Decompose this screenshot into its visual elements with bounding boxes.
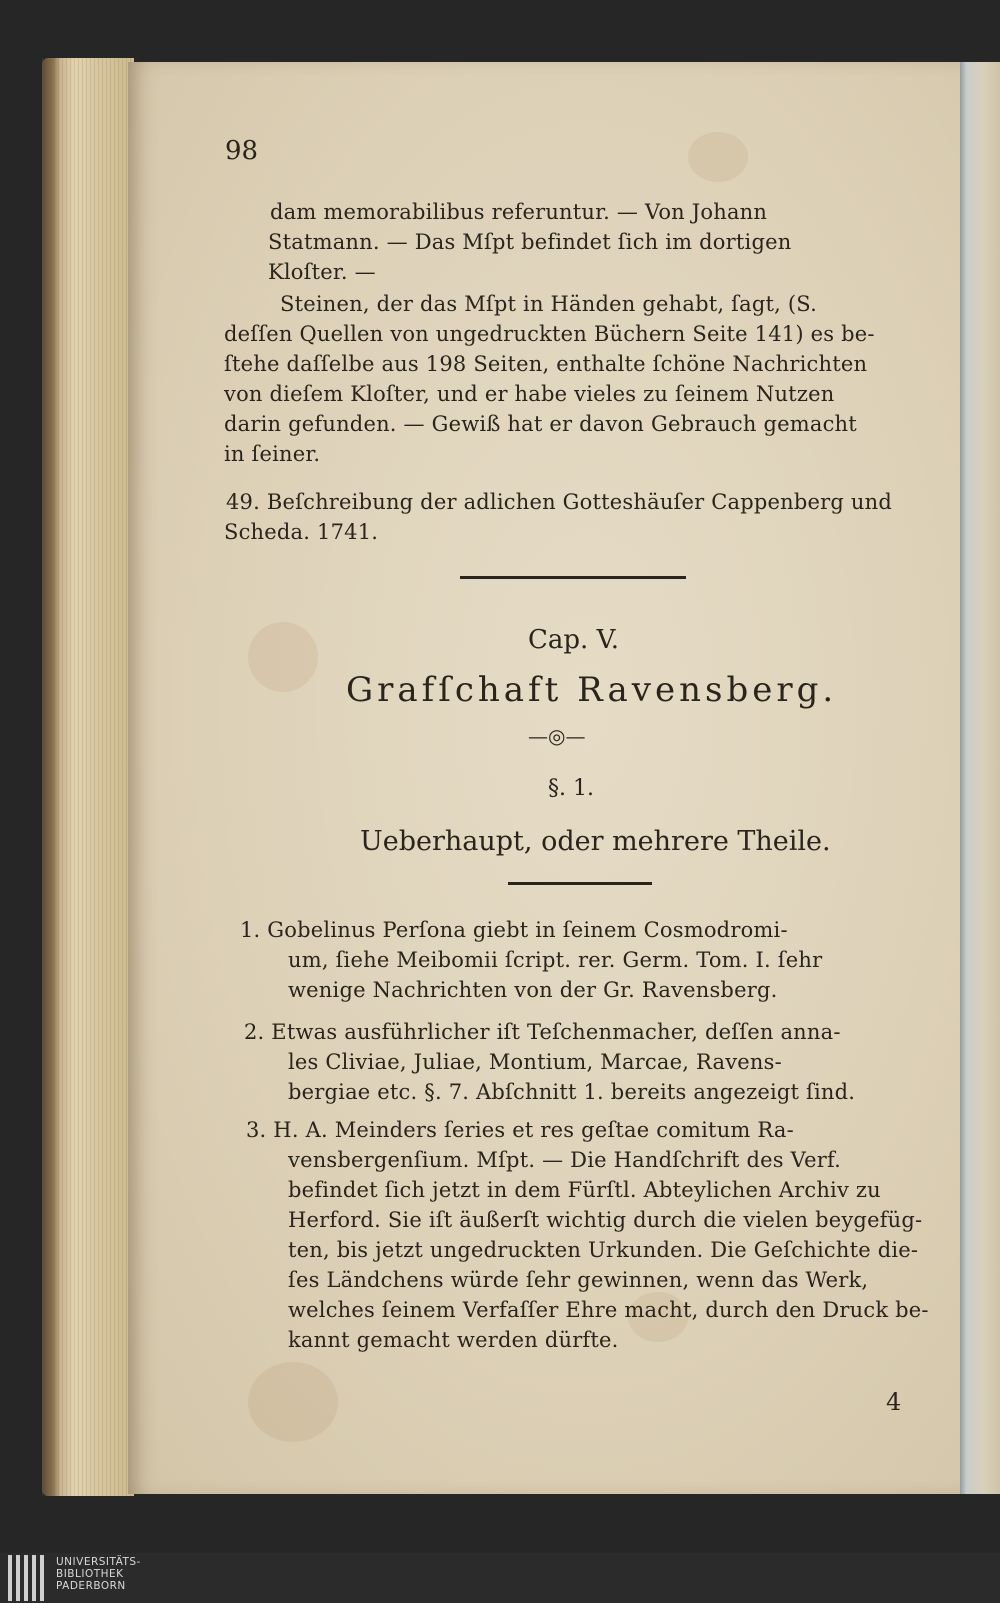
paper-stain <box>248 622 318 692</box>
text-line: in ſeiner. <box>224 442 321 466</box>
text-line: Statmann. — Das Mſpt befindet ſich im dortigen <box>268 230 792 254</box>
section-mark: §. 1. <box>548 776 594 801</box>
list-item-line: les Cliviae, Juliae, Montium, Marcae, Ravens- <box>288 1050 782 1074</box>
text-line: deſſen Quellen von ungedruckten Büchern Seite 141) es be- <box>224 322 875 346</box>
chapter-title: Grafſchaft Ravensberg. <box>346 670 838 710</box>
text-line: dam memorabilibus referuntur. — Von Johann <box>270 200 768 224</box>
chapter-label: Cap. V. <box>528 625 620 655</box>
ornament-divider: —◎— <box>528 724 586 748</box>
text-line: darin gefunden. — Gewiß hat er davon Gebrauch gemacht <box>224 412 857 436</box>
list-item-line: 3. H. A. Meinders ſeries et res geſtae comitum Ra- <box>246 1118 794 1142</box>
list-item-line: um, ſiehe Meibomii ſcript. rer. Germ. Tom. I. ſehr <box>288 948 823 972</box>
paper-stain <box>688 132 748 182</box>
footer-bar <box>0 1553 1000 1603</box>
list-item-line: welches ſeinem Verfaſſer Ehre macht, durch den Druck be- <box>288 1298 929 1322</box>
list-item-line: vensbergenſium. Mſpt. — Die Handſchrift des Verf. <box>288 1148 842 1172</box>
book-page-edges <box>42 58 134 1496</box>
list-item-line: bergiae etc. §. 7. Abſchnitt 1. bereits angezeigt ſind. <box>288 1080 856 1104</box>
text-line: von dieſem Kloſter, und er habe vieles zu ſeinem Nutzen <box>224 382 835 406</box>
list-item-line: 1. Gobelinus Perſona giebt in ſeinem Cosmodromi- <box>240 918 788 942</box>
text-line: ſtehe daſſelbe aus 198 Seiten, enthalte ſchöne Nachrichten <box>224 352 868 376</box>
list-item-line: wenige Nachrichten von der Gr. Ravensberg. <box>288 978 778 1002</box>
logo-text-line: PADERBORN <box>56 1580 126 1592</box>
text-line: Kloſter. — <box>268 260 376 284</box>
section-divider <box>460 576 686 579</box>
list-item-line: Herford. Sie iſt äußerſt wichtig durch die vielen beygefüg- <box>288 1208 923 1232</box>
list-item-line: 2. Etwas ausführlicher iſt Teſchenmacher, deſſen anna- <box>244 1020 841 1044</box>
signature-mark: 4 <box>886 1388 902 1416</box>
list-item-line: kannt gemacht werden dürfte. <box>288 1328 619 1352</box>
list-item-line: befindet ſich jetzt in dem Fürſtl. Abteylichen Archiv zu <box>288 1178 881 1202</box>
list-item-line: ſes Ländchens würde ſehr gewinnen, wenn das Werk, <box>288 1268 869 1292</box>
list-item-line: ten, bis jetzt ungedruckten Urkunden. Die Geſchichte die- <box>288 1238 919 1262</box>
text-line: Scheda. 1741. <box>224 520 379 544</box>
section-subtitle: Ueberhaupt, oder mehrere Theile. <box>360 826 831 857</box>
page-number: 98 <box>225 136 259 166</box>
subtitle-divider <box>508 882 652 885</box>
logo-text-line: BIBLIOTHEK <box>56 1568 124 1580</box>
logo-text-line: UNIVERSITÄTS- <box>56 1556 141 1568</box>
text-line: Steinen, der das Mſpt in Händen gehabt, ſagt, (S. <box>280 292 817 316</box>
library-logo-icon <box>8 1555 52 1601</box>
paper-stain <box>248 1362 338 1442</box>
text-line: 49. Beſchreibung der adlichen Gotteshäuſer Cappenberg und <box>226 490 893 514</box>
facing-page-edge <box>958 62 1000 1494</box>
